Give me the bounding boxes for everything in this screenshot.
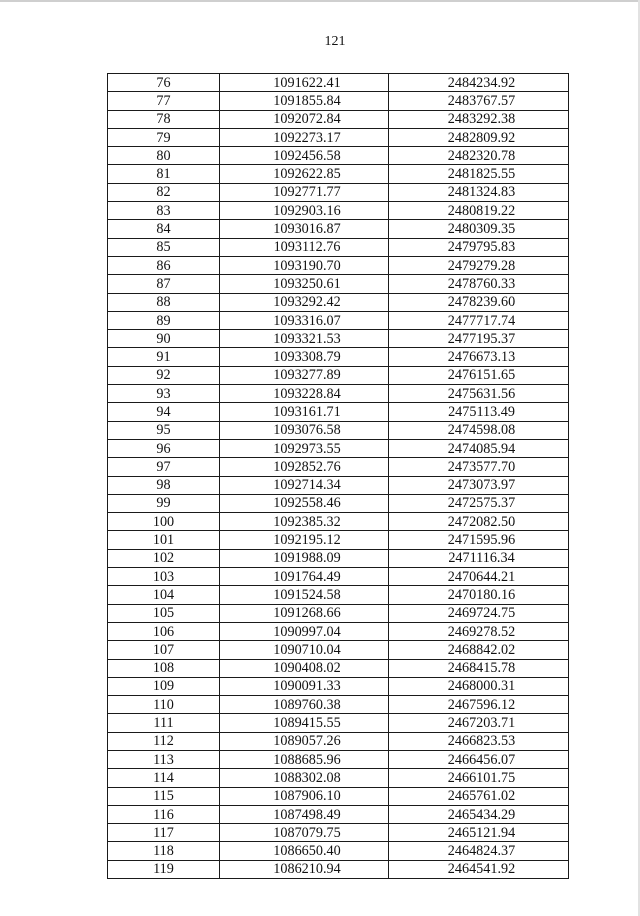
point-number-cell: 112 bbox=[108, 732, 220, 750]
x-coordinate-cell: 1089057.26 bbox=[220, 732, 389, 750]
table-row bbox=[108, 202, 569, 220]
y-coordinate-cell: 2464824.37 bbox=[389, 842, 569, 860]
point-number-cell: 88 bbox=[108, 293, 220, 311]
x-coordinate-cell: 1093250.61 bbox=[220, 275, 389, 293]
x-coordinate-cell: 1093076.58 bbox=[220, 421, 389, 439]
point-number-cell: 86 bbox=[108, 256, 220, 274]
x-coordinate-cell: 1090710.04 bbox=[220, 641, 389, 659]
table-row bbox=[108, 348, 569, 366]
x-coordinate-cell: 1092973.55 bbox=[220, 439, 389, 457]
y-coordinate-cell: 2481324.83 bbox=[389, 183, 569, 201]
point-number-cell: 118 bbox=[108, 842, 220, 860]
x-coordinate-cell: 1093277.89 bbox=[220, 366, 389, 384]
table-row bbox=[108, 732, 569, 750]
table-row bbox=[108, 677, 569, 695]
y-coordinate-cell: 2476151.65 bbox=[389, 366, 569, 384]
y-coordinate-cell: 2468415.78 bbox=[389, 659, 569, 677]
point-number-cell: 95 bbox=[108, 421, 220, 439]
table-row bbox=[108, 787, 569, 805]
x-coordinate-cell: 1092195.12 bbox=[220, 531, 389, 549]
x-coordinate-cell: 1088685.96 bbox=[220, 750, 389, 768]
x-coordinate-cell: 1088302.08 bbox=[220, 769, 389, 787]
y-coordinate-cell: 2465121.94 bbox=[389, 824, 569, 842]
table-row bbox=[108, 604, 569, 622]
point-number-cell: 80 bbox=[108, 147, 220, 165]
y-coordinate-cell: 2482320.78 bbox=[389, 147, 569, 165]
table-row bbox=[108, 439, 569, 457]
point-number-cell: 114 bbox=[108, 769, 220, 787]
x-coordinate-cell: 1092072.84 bbox=[220, 110, 389, 128]
y-coordinate-cell: 2481825.55 bbox=[389, 165, 569, 183]
y-coordinate-cell: 2468000.31 bbox=[389, 677, 569, 695]
point-number-cell: 109 bbox=[108, 677, 220, 695]
x-coordinate-cell: 1092385.32 bbox=[220, 513, 389, 531]
point-number-cell: 99 bbox=[108, 494, 220, 512]
point-number-cell: 110 bbox=[108, 696, 220, 714]
point-number-cell: 119 bbox=[108, 860, 220, 878]
coordinates-table bbox=[107, 73, 569, 879]
table-row bbox=[108, 476, 569, 494]
point-number-cell: 115 bbox=[108, 787, 220, 805]
x-coordinate-cell: 1086210.94 bbox=[220, 860, 389, 878]
y-coordinate-cell: 2469278.52 bbox=[389, 622, 569, 640]
point-number-cell: 82 bbox=[108, 183, 220, 201]
page-number: 121 bbox=[324, 34, 346, 49]
x-coordinate-cell: 1093228.84 bbox=[220, 385, 389, 403]
table-row bbox=[108, 586, 569, 604]
table-row bbox=[108, 165, 569, 183]
y-coordinate-cell: 2476673.13 bbox=[389, 348, 569, 366]
x-coordinate-cell: 1089760.38 bbox=[220, 696, 389, 714]
y-coordinate-cell: 2469724.75 bbox=[389, 604, 569, 622]
point-number-cell: 105 bbox=[108, 604, 220, 622]
x-coordinate-cell: 1093190.70 bbox=[220, 256, 389, 274]
point-number-cell: 113 bbox=[108, 750, 220, 768]
x-coordinate-cell: 1092771.77 bbox=[220, 183, 389, 201]
point-number-cell: 77 bbox=[108, 92, 220, 110]
point-number-cell: 102 bbox=[108, 549, 220, 567]
table-row bbox=[108, 458, 569, 476]
y-coordinate-cell: 2478239.60 bbox=[389, 293, 569, 311]
x-coordinate-cell: 1092622.85 bbox=[220, 165, 389, 183]
y-coordinate-cell: 2474598.08 bbox=[389, 421, 569, 439]
table-row bbox=[108, 696, 569, 714]
point-number-cell: 89 bbox=[108, 311, 220, 329]
point-number-cell: 83 bbox=[108, 202, 220, 220]
table-row bbox=[108, 238, 569, 256]
y-coordinate-cell: 2471116.34 bbox=[389, 549, 569, 567]
x-coordinate-cell: 1091764.49 bbox=[220, 568, 389, 586]
x-coordinate-cell: 1090091.33 bbox=[220, 677, 389, 695]
y-coordinate-cell: 2477195.37 bbox=[389, 330, 569, 348]
y-coordinate-cell: 2483767.57 bbox=[389, 92, 569, 110]
y-coordinate-cell: 2466823.53 bbox=[389, 732, 569, 750]
point-number-cell: 76 bbox=[108, 74, 220, 92]
table-row bbox=[108, 110, 569, 128]
table-row bbox=[108, 256, 569, 274]
x-coordinate-cell: 1093016.87 bbox=[220, 220, 389, 238]
point-number-cell: 101 bbox=[108, 531, 220, 549]
y-coordinate-cell: 2483292.38 bbox=[389, 110, 569, 128]
table-row bbox=[108, 860, 569, 878]
y-coordinate-cell: 2465761.02 bbox=[389, 787, 569, 805]
y-coordinate-cell: 2471595.96 bbox=[389, 531, 569, 549]
table-row bbox=[108, 330, 569, 348]
y-coordinate-cell: 2465434.29 bbox=[389, 805, 569, 823]
table-row bbox=[108, 714, 569, 732]
x-coordinate-cell: 1092273.17 bbox=[220, 128, 389, 146]
point-number-cell: 111 bbox=[108, 714, 220, 732]
table-row bbox=[108, 750, 569, 768]
x-coordinate-cell: 1087906.10 bbox=[220, 787, 389, 805]
x-coordinate-cell: 1086650.40 bbox=[220, 842, 389, 860]
y-coordinate-cell: 2478760.33 bbox=[389, 275, 569, 293]
x-coordinate-cell: 1093321.53 bbox=[220, 330, 389, 348]
table-row bbox=[108, 824, 569, 842]
table-row bbox=[108, 293, 569, 311]
point-number-cell: 84 bbox=[108, 220, 220, 238]
point-number-cell: 85 bbox=[108, 238, 220, 256]
table-row bbox=[108, 421, 569, 439]
x-coordinate-cell: 1093308.79 bbox=[220, 348, 389, 366]
x-coordinate-cell: 1087079.75 bbox=[220, 824, 389, 842]
table-row bbox=[108, 403, 569, 421]
x-coordinate-cell: 1092903.16 bbox=[220, 202, 389, 220]
table-row bbox=[108, 622, 569, 640]
x-coordinate-cell: 1087498.49 bbox=[220, 805, 389, 823]
y-coordinate-cell: 2475113.49 bbox=[389, 403, 569, 421]
point-number-cell: 96 bbox=[108, 439, 220, 457]
table-row bbox=[108, 531, 569, 549]
x-coordinate-cell: 1091988.09 bbox=[220, 549, 389, 567]
y-coordinate-cell: 2484234.92 bbox=[389, 74, 569, 92]
y-coordinate-cell: 2477717.74 bbox=[389, 311, 569, 329]
table-row bbox=[108, 549, 569, 567]
point-number-cell: 106 bbox=[108, 622, 220, 640]
x-coordinate-cell: 1093161.71 bbox=[220, 403, 389, 421]
table-row bbox=[108, 183, 569, 201]
point-number-cell: 100 bbox=[108, 513, 220, 531]
point-number-cell: 87 bbox=[108, 275, 220, 293]
scan-edge-top bbox=[0, 0, 640, 2]
x-coordinate-cell: 1091524.58 bbox=[220, 586, 389, 604]
y-coordinate-cell: 2479795.83 bbox=[389, 238, 569, 256]
y-coordinate-cell: 2473073.97 bbox=[389, 476, 569, 494]
y-coordinate-cell: 2467203.71 bbox=[389, 714, 569, 732]
y-coordinate-cell: 2482809.92 bbox=[389, 128, 569, 146]
y-coordinate-cell: 2466456.07 bbox=[389, 750, 569, 768]
table-row bbox=[108, 842, 569, 860]
table-row bbox=[108, 366, 569, 384]
table-row bbox=[108, 311, 569, 329]
y-coordinate-cell: 2472082.50 bbox=[389, 513, 569, 531]
x-coordinate-cell: 1093112.76 bbox=[220, 238, 389, 256]
table-row bbox=[108, 128, 569, 146]
x-coordinate-cell: 1091855.84 bbox=[220, 92, 389, 110]
table-row bbox=[108, 769, 569, 787]
table-row bbox=[108, 74, 569, 92]
table-row bbox=[108, 147, 569, 165]
point-number-cell: 90 bbox=[108, 330, 220, 348]
y-coordinate-cell: 2468842.02 bbox=[389, 641, 569, 659]
y-coordinate-cell: 2470644.21 bbox=[389, 568, 569, 586]
point-number-cell: 103 bbox=[108, 568, 220, 586]
point-number-cell: 91 bbox=[108, 348, 220, 366]
point-number-cell: 98 bbox=[108, 476, 220, 494]
y-coordinate-cell: 2474085.94 bbox=[389, 439, 569, 457]
x-coordinate-cell: 1090997.04 bbox=[220, 622, 389, 640]
table-row bbox=[108, 385, 569, 403]
point-number-cell: 93 bbox=[108, 385, 220, 403]
table-row bbox=[108, 659, 569, 677]
x-coordinate-cell: 1092456.58 bbox=[220, 147, 389, 165]
table-row bbox=[108, 513, 569, 531]
y-coordinate-cell: 2479279.28 bbox=[389, 256, 569, 274]
table-row bbox=[108, 92, 569, 110]
point-number-cell: 79 bbox=[108, 128, 220, 146]
table-row bbox=[108, 494, 569, 512]
x-coordinate-cell: 1091622.41 bbox=[220, 74, 389, 92]
point-number-cell: 92 bbox=[108, 366, 220, 384]
y-coordinate-cell: 2466101.75 bbox=[389, 769, 569, 787]
x-coordinate-cell: 1089415.55 bbox=[220, 714, 389, 732]
point-number-cell: 78 bbox=[108, 110, 220, 128]
y-coordinate-cell: 2473577.70 bbox=[389, 458, 569, 476]
y-coordinate-cell: 2480819.22 bbox=[389, 202, 569, 220]
point-number-cell: 97 bbox=[108, 458, 220, 476]
point-number-cell: 81 bbox=[108, 165, 220, 183]
point-number-cell: 116 bbox=[108, 805, 220, 823]
y-coordinate-cell: 2472575.37 bbox=[389, 494, 569, 512]
x-coordinate-cell: 1092852.76 bbox=[220, 458, 389, 476]
y-coordinate-cell: 2475631.56 bbox=[389, 385, 569, 403]
x-coordinate-cell: 1093316.07 bbox=[220, 311, 389, 329]
y-coordinate-cell: 2480309.35 bbox=[389, 220, 569, 238]
point-number-cell: 107 bbox=[108, 641, 220, 659]
y-coordinate-cell: 2464541.92 bbox=[389, 860, 569, 878]
table-row bbox=[108, 641, 569, 659]
point-number-cell: 117 bbox=[108, 824, 220, 842]
table-row bbox=[108, 568, 569, 586]
x-coordinate-cell: 1090408.02 bbox=[220, 659, 389, 677]
x-coordinate-cell: 1093292.42 bbox=[220, 293, 389, 311]
x-coordinate-cell: 1092714.34 bbox=[220, 476, 389, 494]
coordinates-table-body bbox=[108, 74, 569, 879]
point-number-cell: 94 bbox=[108, 403, 220, 421]
table-row bbox=[108, 220, 569, 238]
x-coordinate-cell: 1091268.66 bbox=[220, 604, 389, 622]
y-coordinate-cell: 2470180.16 bbox=[389, 586, 569, 604]
table-row bbox=[108, 275, 569, 293]
table-row bbox=[108, 805, 569, 823]
point-number-cell: 104 bbox=[108, 586, 220, 604]
x-coordinate-cell: 1092558.46 bbox=[220, 494, 389, 512]
y-coordinate-cell: 2467596.12 bbox=[389, 696, 569, 714]
point-number-cell: 108 bbox=[108, 659, 220, 677]
